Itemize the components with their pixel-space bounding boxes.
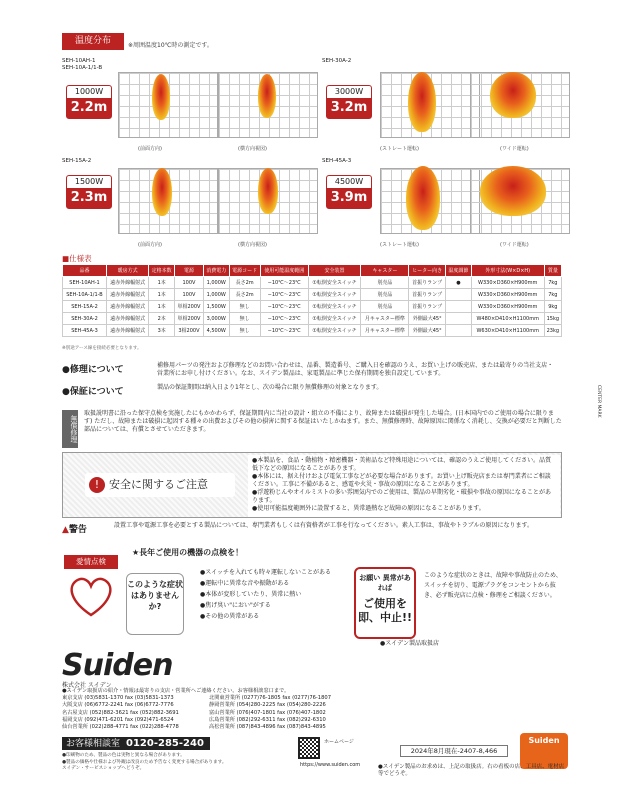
spec-cell: −10℃〜23℃	[260, 313, 308, 325]
heat-plot-2a: (ストレート運転)	[370, 62, 480, 144]
spec-cell: 首振りランプ	[409, 277, 446, 289]
heat-plot-1b: (横方向視図)	[208, 62, 318, 144]
spec-cell: 3相200V	[174, 325, 203, 337]
spec-cell: 単相200V	[174, 313, 203, 325]
spec-row	[63, 289, 562, 301]
notice-text: 設置工事や電源工事を必要とする製品については、専門業者もしくは有資格者が工事を行なってください。素人工事は、事故やトラブルの原因になります。	[114, 522, 534, 529]
offices-list: ●スイデン取扱店の紹介・情報は最寄りの支店・営業所へご連絡ください。お客様相談窓口まで。 東京支店 (03)5831-1370 fax (03)5831-1373 北関東営業所 (0277)76-1805 fax (0277)76-1807 大阪支店 (06)6772-2241 fax (06)6772-7776 静岡営業所 (054)280-2225 fax (054)280-2226 名古屋支店 (052)882-3621 fax (052)882-3691 富山営業所 (076)407-1801 fax (076)407-1802 福岡支店 (092)471-6201 fax (092)471-6524 広島営業所 (082)292-6311 fax (082)292-6310 仙台営業所 (022)288-4771 fax (022)288-4778 高松営業所 (087)843-4896 fax (087)843-4895	[62, 688, 352, 731]
homepage-label: ホームページ	[324, 739, 354, 745]
print-date: 2024年8月現在-2407-8,466	[400, 745, 508, 757]
spec-cell: 3本	[149, 325, 175, 337]
office-item: 名古屋支店 (052)882-3621 fax (052)882-3691	[62, 709, 179, 716]
care-advice: このような症状のときは、故障や事故防止のため、スイッチを切り、電源プラグをコンセントから抜き、必ず販売店に点検・修理をご相談ください。	[424, 572, 562, 599]
office-item: 富山営業所 (076)407-1801 fax (076)407-1802	[209, 709, 326, 716]
safety-list	[248, 455, 560, 517]
repair-label: ●修理について	[62, 365, 124, 375]
spec-cell: 1本	[149, 289, 175, 301]
tel-number: 0120-285-240	[126, 738, 204, 749]
spec-col-header: キャスター	[361, 265, 409, 277]
spec-cell: 遠赤外線輻射式	[106, 301, 148, 313]
repair-section	[62, 362, 562, 397]
spec-cell: 別売品	[361, 301, 409, 313]
plot-models-2: SEH-30A-2	[322, 58, 352, 64]
spec-row	[63, 325, 562, 337]
office-item: 東京支店 (03)5831-1370 fax (03)5831-1373	[62, 695, 174, 702]
safety-item: ●浮遊粉じんやオイルミストの多い雰囲気内でのご使用は、製品の早期劣化・破損や事故の原因になることがあります。	[252, 489, 551, 504]
fine-line: ●印刷物のため、製品の色は実物と異なる場合があります。	[62, 753, 185, 758]
care-stop-box: お願い 異常があれば ご使用を即、中止!!	[354, 567, 416, 639]
watt-box-2: 3000W 3.2m	[326, 85, 372, 119]
spec-cell: W630×D410×H1100mm	[471, 325, 544, 337]
heat-plot-4b: (ワイド運転)	[460, 158, 570, 240]
free-repair-label: 無償修理	[62, 410, 78, 448]
care-checks	[200, 567, 331, 622]
qr-code-icon[interactable]	[298, 737, 320, 759]
safety-item: ●本製品を、食品・動植物・精密機器・美術品など特殊用途については、確認のうえご使用してください。品質低下などの原因になることがあります。	[252, 457, 552, 472]
office-item: 仙台営業所 (022)288-4771 fax (022)288-4778	[62, 724, 179, 731]
watt-box-3: 1500W 2.3m	[66, 175, 112, 209]
section-header-temperature: 温度分布	[62, 33, 124, 50]
spec-col-header: 消費電力	[203, 265, 229, 277]
spec-cell: 外側最大45°	[409, 313, 446, 325]
spec-row	[63, 277, 562, 289]
spec-col-header: 使用可能温度範囲	[260, 265, 308, 277]
office-item: 高松営業所 (087)843-4896 fax (087)843-4895	[209, 724, 326, 731]
spec-cell: 遠赤外線輻射式	[106, 277, 148, 289]
spec-cell: W330×D360×H900mm	[471, 301, 544, 313]
safety-box	[62, 452, 562, 518]
spec-cell: W480×D410×H1100mm	[471, 313, 544, 325]
safety-item: ●本体には、据え付けおよび電気工事などが必要な場合があります。お買い上げ販売店または専門業者にご相談ください。工事に不備があると、感電や火災・事故の原因になることがあります。	[252, 473, 551, 488]
care-check-item: ●スイッチを入れても時々運転しないことがある	[200, 569, 331, 576]
spec-cell: SEH-15A-2	[63, 301, 107, 313]
spec-cell	[446, 313, 472, 325]
spec-cell: 首振りランプ	[409, 301, 446, 313]
spec-cell: 23kg	[544, 325, 561, 337]
spec-cell: 1,000W	[203, 277, 229, 289]
spec-table	[62, 264, 562, 337]
plot-models-1: SEH-10AH-1 SEH-10A-1/1-B	[62, 58, 103, 71]
warranty-label: ●保証について	[62, 387, 124, 397]
spec-cell: W330×D360×H900mm	[471, 277, 544, 289]
spec-col-header: 外形寸法(W×D×H)	[471, 265, 544, 277]
heat-plot-1a: (前面方向)	[108, 62, 218, 144]
spec-cell: 外側最大45°	[409, 325, 446, 337]
spec-cell: 100V	[174, 277, 203, 289]
heat-plot-4a: (ストレート運転)	[370, 158, 480, 240]
spec-cell: 2本	[149, 313, 175, 325]
spec-cell: 遠赤外線輻射式	[106, 325, 148, 337]
distributor-note: ●スイデン製品取扱店	[380, 640, 439, 647]
plot-models-4: SEH-45A-3	[322, 158, 352, 164]
care-check-item: ●本体が変形していたり、異常に熱い	[200, 591, 302, 598]
office-item: 北関東営業所 (0277)76-1805 fax (0277)76-1807	[209, 695, 331, 702]
spec-cell: 1,000W	[203, 289, 229, 301]
spec-cell: ●	[446, 277, 472, 289]
spec-cell: 長さ2m	[229, 277, 260, 289]
spec-col-header: ヒーター向き	[409, 265, 446, 277]
spec-cell: −10℃〜23℃	[260, 289, 308, 301]
spec-cell: 1本	[149, 301, 175, 313]
tel-bar: お客様相談室 0120-285-240	[62, 737, 210, 750]
watt-box-1: 1000W 2.2m	[66, 85, 112, 119]
caution-icon: ▲	[62, 525, 69, 535]
spec-cell: SEH-10AH-1	[63, 277, 107, 289]
spec-row	[63, 301, 562, 313]
spec-cell: −10℃〜23℃	[260, 325, 308, 337]
warranty-text: 製品の保証期間は納入日より1年とし、次の場合に限り無償修理の対象となります。	[157, 384, 383, 391]
watt-box-4: 4500W 3.9m	[326, 175, 372, 209]
spec-cell: −10℃〜23℃	[260, 277, 308, 289]
spec-cell: 無し	[229, 301, 260, 313]
spec-cell: 3,000W	[203, 313, 229, 325]
spec-col-header: 温度調節	[446, 265, 472, 277]
spec-cell	[446, 289, 472, 301]
spec-cell: 1本	[149, 277, 175, 289]
office-item: 広島営業所 (082)292-6311 fax (082)292-6310	[209, 716, 326, 723]
care-question: このような症状はありませんか?	[126, 573, 184, 635]
spec-cell: 別売品	[361, 289, 409, 301]
spec-cell: 別売品	[361, 277, 409, 289]
spec-cell: W330×D360×H900mm	[471, 289, 544, 301]
plot-models-3: SEH-15A-2	[62, 158, 92, 164]
notice-section	[62, 522, 562, 535]
spec-title: ■仕様表	[62, 254, 92, 263]
heat-plot-2b: (ワイド運転)	[460, 62, 570, 144]
measure-note: ※周囲温度10℃時の測定です。	[128, 42, 213, 49]
dealer-note: ●スイデン製品のお求めは、上記の取扱店。右の看板の店、工具店、電材店等でどうぞ。	[378, 764, 565, 777]
office-item: 大阪支店 (06)6772-2241 fax (06)6772-7776	[62, 702, 174, 709]
spec-cell: −10℃〜23℃	[260, 301, 308, 313]
warning-icon: !	[89, 477, 105, 493]
spec-cell: 15kg	[544, 313, 561, 325]
free-repair-text: 取扱説明書に沿った保守点検を実施したにもかかわらず、保証期間内に当社の設計・組立の不備により、故障または破損が発生した場合。(日本国内でのご使用の場合に限ります) ただし、故障または破損に起因する種々の出費およびその他の損害に関する保証はいたしかねます。また、無償修理時、故障原因に関係なく消耗し、交換が必要だと判断した部品については、有償とさせていただきます。	[84, 410, 562, 433]
fine-line: スイデン・サービスショップへどうぞ。	[62, 766, 145, 771]
spec-cell: 月キャスター標準	[361, 325, 409, 337]
notice-label: ▲警告	[62, 525, 87, 535]
spec-cell: 7kg	[544, 277, 561, 289]
spec-col-header: 定格本数	[149, 265, 175, 277]
spec-col-header: 電源	[174, 265, 203, 277]
care-check-item: ●運転中に異常な音や振動がある	[200, 580, 290, 587]
spec-cell: 無し	[229, 313, 260, 325]
spec-cell: 1,500W	[203, 301, 229, 313]
care-check-item: ●焦げ臭い"におい"がする	[200, 602, 271, 609]
suiden-badge: Suiden	[520, 733, 568, 769]
fine-print	[62, 753, 226, 773]
spec-cell: ①転倒安全スイッチ	[308, 313, 361, 325]
spec-col-header: 安全装置	[308, 265, 361, 277]
spec-col-header: 電源コード	[229, 265, 260, 277]
care-title: ★長年ご使用の機器の点検を！	[132, 548, 244, 557]
spec-col-header: 質量	[544, 265, 561, 277]
spec-row	[63, 313, 562, 325]
spec-cell: SEH-10A-1/1-B	[63, 289, 107, 301]
corp-name: 株式会社 スイデン	[62, 682, 112, 689]
care-section	[62, 545, 562, 653]
spec-cell: 遠赤外線輻射式	[106, 289, 148, 301]
spec-cell: 無し	[229, 325, 260, 337]
spec-cell: 単相200V	[174, 301, 203, 313]
heat-plot-3a: (前面方向)	[108, 158, 218, 240]
care-header: 愛情点検	[64, 555, 118, 569]
spec-cell: 長さ2m	[229, 289, 260, 301]
spec-cell	[446, 325, 472, 337]
spec-cell: ①転倒安全スイッチ	[308, 325, 361, 337]
spec-cell	[446, 301, 472, 313]
spec-cell: ①転倒安全スイッチ	[308, 277, 361, 289]
spec-cell: 月キャスター標準	[361, 313, 409, 325]
site-url[interactable]: https://www.suiden.com	[300, 762, 361, 768]
office-item: 福岡支店 (092)471-6201 fax (092)471-6524	[62, 716, 174, 723]
spec-cell: 100V	[174, 289, 203, 301]
safety-title-box: ! 安全に関するご注意	[85, 473, 235, 497]
heat-plot-3b: (横方向視図)	[208, 158, 318, 240]
fine-line: ●製品の価格や仕様および外観は改良のため予告なく変更する場合があります。	[62, 759, 227, 765]
spec-cell: 遠赤外線輻射式	[106, 313, 148, 325]
spec-col-header: 暖房方式	[106, 265, 148, 277]
spec-cell: 7kg	[544, 289, 561, 301]
center-mark: CENTER MARK	[596, 385, 601, 418]
spec-cell: 9kg	[544, 301, 561, 313]
suiden-logo: Suiden	[62, 648, 173, 683]
heart-icon	[66, 573, 116, 619]
care-check-item: ●その他の異常がある	[200, 613, 260, 620]
spec-cell: SEH-45A-3	[63, 325, 107, 337]
spec-cell: SEH-30A-2	[63, 313, 107, 325]
spec-col-header: 品番	[63, 265, 107, 277]
safety-item: ●使用可能温度範囲外に設置すると、異常過熱など故障の原因になることがあります。	[252, 505, 485, 512]
spec-note: ※別途アース線を接続必要となります。	[62, 346, 142, 351]
office-item: 静岡営業所 (054)280-2225 fax (054)280-2226	[209, 702, 326, 709]
spec-cell: ①転倒安全スイッチ	[308, 301, 361, 313]
spec-cell: ①転倒安全スイッチ	[308, 289, 361, 301]
repair-text: 補修用パーツの発注および修理などのお問い合わせは、品番、製造番号、ご購入日を確認のうえ、お買い上げの販売店、または最寄りの当社支店・営業所にお申し付けください。なお、スイデン製品は、家電製品に準じた保有期間を独自設定しています。	[157, 362, 554, 377]
free-repair-section	[62, 410, 562, 448]
spec-cell: 4,500W	[203, 325, 229, 337]
spec-header-row	[63, 265, 562, 277]
spec-cell: 首振りランプ	[409, 289, 446, 301]
